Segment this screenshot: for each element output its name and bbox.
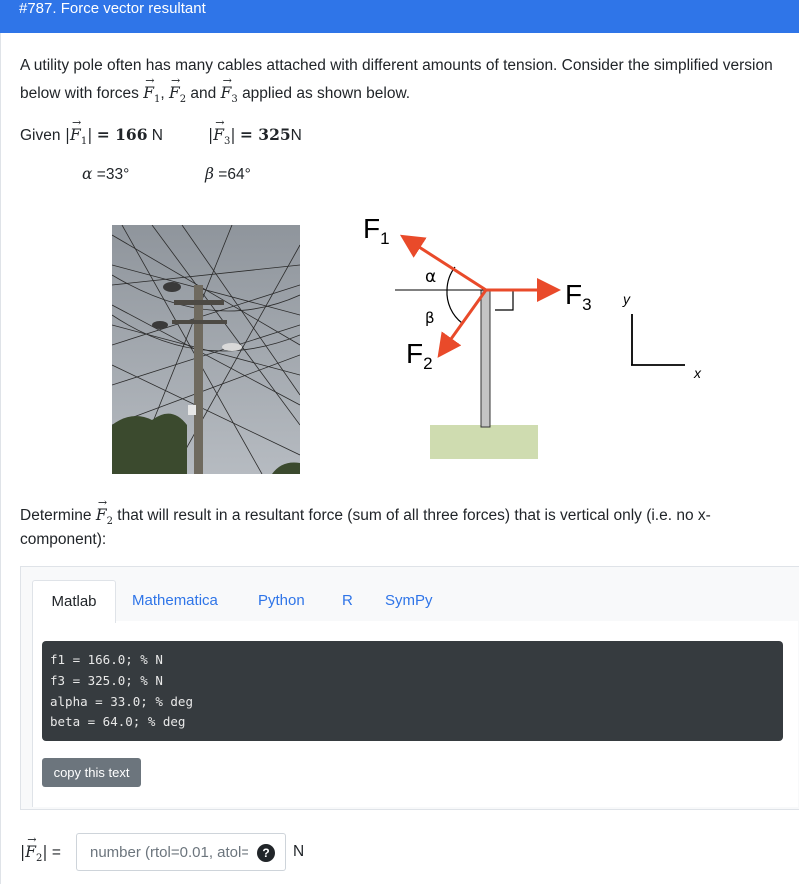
- help-button[interactable]: [248, 833, 286, 871]
- f1-label: $F_1$: [363, 213, 390, 248]
- card-border: [0, 33, 1, 884]
- determine-line-1: Determine → $F_2$ that will result in a resultant force (sum of all three forces) that is vertical only (i.e. no x-: [20, 505, 711, 532]
- utility-pole-photo: [112, 225, 300, 474]
- tab-matlab[interactable]: Matlab: [32, 580, 116, 623]
- y-axis-label: y: [623, 291, 630, 307]
- determine-line-2: component):: [20, 531, 107, 548]
- question-mark-icon[interactable]: ?: [257, 844, 275, 862]
- vec-f1: → $F_1$: [143, 83, 160, 110]
- tab-sympy[interactable]: SymPy: [385, 592, 433, 609]
- x-axis-label: x: [694, 365, 701, 381]
- answer-unit: N: [293, 843, 305, 860]
- code-line: f1 = 166.0; % N: [50, 652, 163, 667]
- question-title: #787. Force vector resultant: [19, 0, 206, 17]
- tab-r[interactable]: R: [342, 592, 353, 609]
- answer-input[interactable]: [76, 833, 248, 871]
- question-header: [0, 0, 799, 33]
- given-f1: Given |→ $F_1| = 166$ N: [20, 125, 163, 152]
- vec-f3: → $F_3$: [221, 83, 238, 110]
- force-diagram: [355, 210, 735, 470]
- intro-line-2: below with forces → $F_1$, → $F_2$ and → $F_3$ applied as shown below.: [20, 83, 410, 110]
- code-line: f3 = 325.0; % N: [50, 673, 163, 688]
- code-line: alpha = 33.0; % deg: [50, 694, 193, 709]
- tab-python[interactable]: Python: [258, 592, 305, 609]
- f2-label: $F_2$: [406, 338, 433, 373]
- copy-text-button[interactable]: copy this text: [42, 758, 141, 787]
- given-alpha: α =33°: [82, 165, 130, 183]
- given-f3: |→ $F_3| = 325N$: [208, 125, 302, 152]
- alpha-label: α: [425, 267, 437, 287]
- pole: [481, 290, 490, 427]
- answer-label: |→ $F_2|$ =: [20, 842, 61, 869]
- f1-arrow: [405, 238, 486, 290]
- f3-label: $F_3$: [565, 279, 592, 314]
- code-line: beta = 64.0; % deg: [50, 714, 186, 729]
- given-beta: β =64°: [205, 165, 251, 183]
- tab-mathematica[interactable]: Mathematica: [132, 592, 218, 609]
- vec-f2: → $F_2$: [169, 83, 186, 110]
- vec-f2-determine: → $F_2$: [96, 505, 113, 532]
- code-block: [42, 641, 783, 741]
- intro-line-1: A utility pole often has many cables attached with different amounts of tension. Consider the simplified version: [20, 57, 773, 74]
- beta-label: β: [425, 309, 435, 327]
- ground: [430, 425, 538, 459]
